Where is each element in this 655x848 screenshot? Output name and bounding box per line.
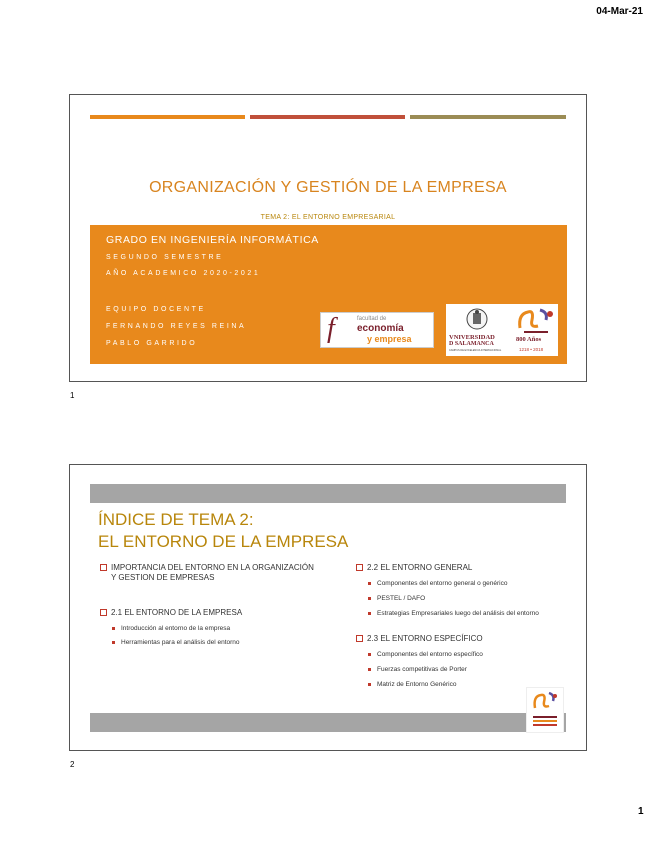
slide-2 [69, 464, 587, 751]
toc-subitem[interactable] [112, 625, 315, 633]
square-bullet-icon [368, 582, 371, 585]
teacher-1: FERNANDO REYES REINA [106, 323, 247, 330]
square-bullet-icon [112, 627, 115, 630]
checkbox-bullet-icon [100, 609, 107, 616]
toc-item-2-3[interactable] [356, 634, 566, 644]
info-box [90, 225, 567, 364]
square-bullet-icon [368, 653, 371, 656]
header-date: 04-Mar-21 [596, 6, 643, 17]
toc-item-label: 2.1 EL ENTORNO DE LA EMPRESA [111, 608, 243, 617]
toc-subitem[interactable] [368, 651, 566, 659]
toc-subitem-label: Componentes del entorno específico [377, 651, 483, 658]
800-years-dates: 1218 • 2018 [519, 347, 544, 352]
slide-1 [69, 94, 587, 382]
slide-title: ORGANIZACIÓN Y GESTIÓN DE LA EMPRESA [149, 179, 507, 196]
square-bullet-icon [368, 668, 371, 671]
800-years-text: 800 Años [516, 336, 542, 343]
year-label: AÑO ACADEMICO 2020-2021 [106, 270, 261, 277]
university-logo-line1: VNIVERSIDAD [449, 334, 495, 341]
accent-bar-orange [90, 115, 245, 119]
toc-subitem-label: Introducción al entorno de la empresa [121, 625, 231, 632]
top-gray-bar [90, 484, 566, 503]
accent-bar-olive [410, 115, 566, 119]
square-bullet-icon [368, 683, 371, 686]
toc-subitem[interactable] [368, 580, 566, 588]
faculty-logo-line2: economía [357, 323, 404, 334]
toc-subitem-label: Fuerzas competitivas de Porter [377, 666, 467, 673]
page-number: 1 [638, 806, 644, 817]
toc-item-label: IMPORTANCIA DEL ENTORNO EN LA ORGANIZACIÓN Y GESTION DE EMPRESAS [111, 563, 314, 582]
toc-right-column [356, 563, 566, 689]
slide-2-number: 2 [70, 760, 75, 769]
toc-subitem[interactable] [368, 595, 566, 603]
toc-subitem-label: Estrategias Empresariales luego del análisis del entorno [377, 610, 539, 617]
index-title-line2: EL ENTORNO DE LA EMPRESA [98, 532, 349, 551]
university-logo-line3: CAMPUS DE EXCELENCIA INTERNACIONAL [449, 349, 502, 352]
slide-subtitle: TEMA 2: EL ENTORNO EMPRESARIAL [260, 214, 396, 221]
semester-label: SEGUNDO SEMESTRE [106, 254, 224, 261]
university-logo-line2: D SALAMANCA [449, 341, 494, 347]
toc-item-2-2[interactable] [356, 563, 566, 573]
index-title-line1: ÍNDICE DE TEMA 2: [98, 510, 254, 529]
small-logo-lines [533, 716, 557, 728]
square-bullet-icon [368, 597, 371, 600]
toc-item-2-1[interactable] [100, 608, 315, 618]
checkbox-bullet-icon [356, 635, 363, 642]
toc-subitem-label: Herramientas para el análisis del entorno [121, 639, 240, 646]
university-seal-icon [466, 307, 488, 331]
bottom-gray-bar [90, 713, 566, 732]
toc-subitem[interactable] [368, 666, 566, 674]
accent-bar-red [250, 115, 405, 119]
toc-item-importancia[interactable] [100, 563, 315, 583]
degree-label: GRADO EN INGENIERÍA INFORMÁTICA [106, 234, 319, 246]
faculty-logo [320, 312, 434, 348]
toc-left-column [100, 563, 315, 647]
toc-subitem[interactable] [368, 610, 566, 618]
toc-subitem-label: PESTEL / DAFO [377, 595, 426, 602]
slide-1-number: 1 [70, 391, 75, 400]
university-logo [446, 304, 558, 356]
toc-subitem-label: Componentes del entorno general o genérico [377, 580, 508, 587]
faculty-logo-line3: y empresa [367, 334, 412, 344]
teacher-2: PABLO GARRIDO [106, 340, 198, 347]
toc-item-label: 2.2 EL ENTORNO GENERAL [367, 563, 473, 572]
800-years-small-icon [531, 690, 559, 714]
checkbox-bullet-icon [356, 564, 363, 571]
small-800-years-logo [526, 687, 564, 733]
toc-subitem-label: Matriz de Entorno Genérico [377, 681, 457, 688]
faculty-logo-letter: f [327, 313, 335, 344]
toc-item-label: 2.3 EL ENTORNO ESPECÍFICO [367, 634, 483, 643]
square-bullet-icon [112, 641, 115, 644]
team-label: EQUIPO DOCENTE [106, 306, 206, 313]
toc-subitem[interactable] [112, 639, 315, 647]
checkbox-bullet-icon [100, 564, 107, 571]
square-bullet-icon [368, 612, 371, 615]
800-years-logo-icon [514, 306, 556, 336]
faculty-logo-line1: facultad de [357, 316, 387, 322]
